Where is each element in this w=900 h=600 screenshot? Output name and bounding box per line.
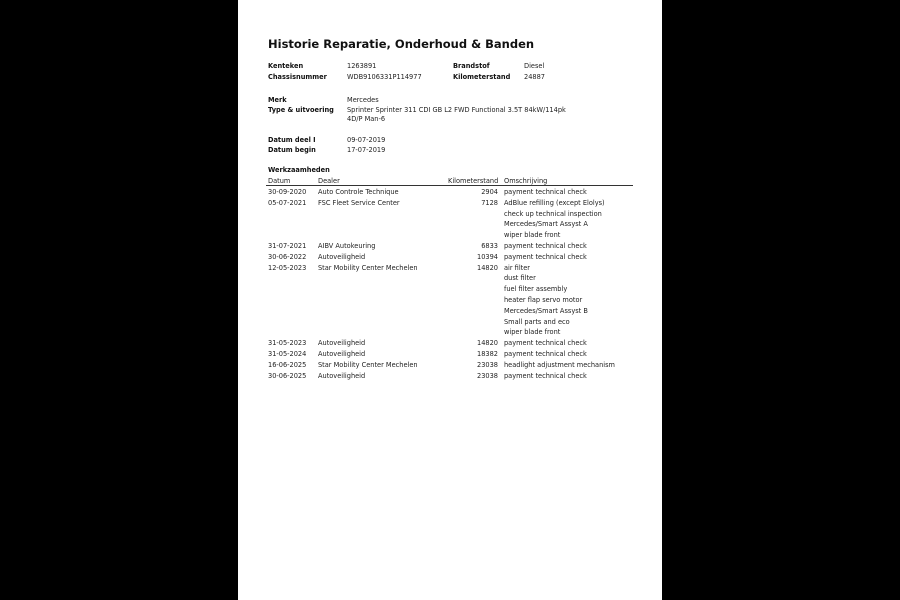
row-description: payment technical check bbox=[504, 339, 587, 348]
row-dealer: Autoveiligheid bbox=[318, 252, 366, 261]
row-dealer: Autoveiligheid bbox=[318, 339, 366, 348]
brandstof-value: Diesel bbox=[524, 62, 545, 70]
row-dealer: Autoveiligheid bbox=[318, 371, 366, 380]
document-page bbox=[238, 0, 662, 600]
row-dealer: AIBV Autokeuring bbox=[318, 241, 376, 250]
row-description: wiper blade front bbox=[504, 328, 561, 337]
row-date: 16-06-2025 bbox=[268, 360, 307, 369]
col-header-km: Kilometerstand bbox=[448, 177, 499, 185]
datum-begin-value: 17-07-2019 bbox=[347, 146, 386, 154]
chassis-label: Chassisnummer bbox=[268, 73, 327, 81]
datum-deel-value: 09-07-2019 bbox=[347, 136, 386, 144]
table-row bbox=[238, 360, 662, 371]
header-rule bbox=[266, 185, 633, 186]
row-km: 23038 bbox=[477, 360, 498, 369]
row-description: payment technical check bbox=[504, 188, 587, 196]
row-date: 30-06-2025 bbox=[268, 371, 307, 380]
datum-begin-label: Datum begin bbox=[268, 146, 316, 154]
row-description: check up technical inspection bbox=[504, 209, 602, 218]
row-description: AdBlue refilling (except Elolys) bbox=[504, 198, 605, 207]
row-dealer: Star Mobility Center Mechelen bbox=[318, 360, 418, 369]
col-header-dealer: Dealer bbox=[318, 177, 340, 185]
row-date: 05-07-2021 bbox=[268, 198, 307, 207]
table-row bbox=[238, 371, 662, 382]
datum-deel-label: Datum deel I bbox=[268, 136, 316, 144]
row-dealer: Autoveiligheid bbox=[318, 349, 366, 358]
table-row bbox=[238, 338, 662, 349]
row-km: 10394 bbox=[477, 252, 498, 261]
col-header-date: Datum bbox=[268, 177, 291, 185]
table-row bbox=[238, 241, 662, 252]
chassis-value: WDB9106331P114977 bbox=[347, 73, 422, 81]
row-km: 2904 bbox=[481, 188, 498, 196]
row-date: 30-09-2020 bbox=[268, 188, 307, 196]
row-description: wiper blade front bbox=[504, 231, 561, 240]
row-date: 31-07-2021 bbox=[268, 241, 307, 250]
row-description: payment technical check bbox=[504, 241, 587, 250]
merk-value: Mercedes bbox=[347, 96, 379, 104]
work-table-body bbox=[238, 187, 662, 381]
table-row bbox=[238, 187, 662, 198]
row-description: air filter bbox=[504, 263, 531, 272]
row-dealer: Auto Controle Technique bbox=[318, 188, 399, 196]
row-km: 14820 bbox=[477, 263, 498, 272]
row-description: Mercedes/Smart Assyst A bbox=[504, 220, 588, 229]
row-km: 14820 bbox=[477, 339, 498, 348]
km-label: Kilometerstand bbox=[453, 73, 511, 81]
type-value-line2: 4D/P Man-6 bbox=[347, 115, 386, 123]
row-description: Mercedes/Smart Assyst B bbox=[504, 306, 588, 315]
brandstof-label: Brandstof bbox=[453, 62, 490, 70]
row-description: heater flap servo motor bbox=[504, 295, 583, 304]
row-date: 12-05-2023 bbox=[268, 263, 307, 272]
row-dealer: Star Mobility Center Mechelen bbox=[318, 263, 418, 272]
row-description: dust filter bbox=[504, 274, 536, 283]
row-description: fuel filter assembly bbox=[504, 285, 568, 294]
type-value-line1: Sprinter Sprinter 311 CDI GB L2 FWD Functional 3.5T 84kW/114pk bbox=[347, 106, 566, 114]
kenteken-label: Kenteken bbox=[268, 62, 304, 70]
row-date: 31-05-2023 bbox=[268, 339, 307, 348]
row-km: 23038 bbox=[477, 371, 498, 380]
werkzaamheden-heading: Werkzaamheden bbox=[268, 166, 330, 174]
row-km: 6833 bbox=[481, 241, 498, 250]
row-description: payment technical check bbox=[504, 371, 587, 380]
document-title: Historie Reparatie, Onderhoud & Banden bbox=[268, 37, 535, 51]
row-date: 30-06-2022 bbox=[268, 252, 307, 261]
row-description: payment technical check bbox=[504, 349, 587, 358]
row-km: 18382 bbox=[477, 349, 498, 358]
row-description: Small parts and eco bbox=[504, 317, 570, 326]
table-row bbox=[238, 349, 662, 360]
table-row bbox=[238, 198, 662, 241]
row-description: payment technical check bbox=[504, 252, 587, 261]
row-dealer: FSC Fleet Service Center bbox=[318, 198, 400, 207]
table-row bbox=[238, 252, 662, 263]
km-value: 24887 bbox=[524, 73, 545, 81]
row-date: 31-05-2024 bbox=[268, 349, 307, 358]
col-header-desc: Omschrijving bbox=[504, 177, 548, 185]
kenteken-value: 1263891 bbox=[347, 62, 377, 70]
type-label: Type & uitvoering bbox=[268, 106, 334, 114]
table-row bbox=[238, 263, 662, 339]
merk-label: Merk bbox=[268, 96, 287, 104]
row-km: 7128 bbox=[481, 198, 498, 207]
row-description: headlight adjustment mechanism bbox=[504, 360, 615, 369]
